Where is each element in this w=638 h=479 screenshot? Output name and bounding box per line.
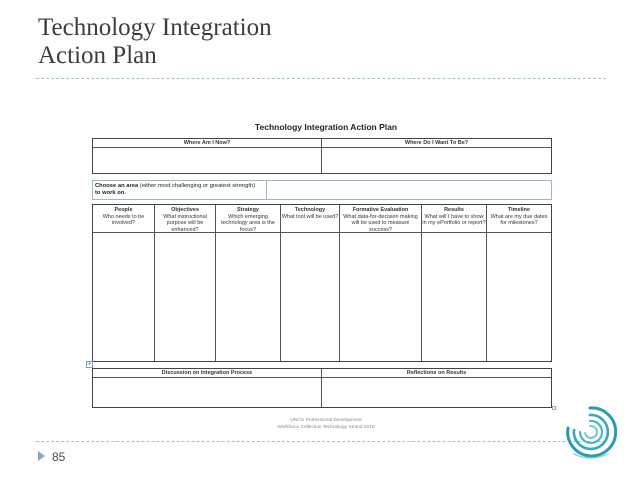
choose-area-bold: Choose an area — [95, 183, 139, 189]
reflections-header: Reflections on Results — [406, 370, 467, 376]
column-question: Who needs to be involved? — [102, 213, 145, 226]
choose-area-note: (either most challenging or greatest strength) — [138, 183, 256, 189]
discussion-header: Discussion on Integration Process — [161, 370, 253, 376]
column-header-results — [422, 207, 486, 227]
concentric-spiral-icon — [560, 398, 620, 468]
column-header-timeline — [487, 207, 551, 227]
column-question: What tool will be used? — [281, 213, 339, 220]
column-header-objectives — [155, 207, 215, 233]
where-do-i-want-header: Where Do I Want To Be? — [404, 140, 469, 146]
slide-title — [38, 14, 598, 70]
document-title: Technology Integration Action Plan — [254, 122, 398, 132]
choose-area-label — [92, 181, 265, 200]
column-title: Timeline — [507, 207, 531, 213]
action-plan-table — [92, 204, 552, 362]
action-plan-document — [86, 115, 566, 440]
column-title: People — [114, 207, 133, 213]
column-title: Technology — [294, 207, 326, 213]
column-header-strategy — [216, 207, 280, 233]
column-title: Objectives — [171, 207, 199, 213]
slide-bullet-arrow-icon — [38, 451, 45, 461]
discussion-reflection-table — [92, 368, 552, 408]
choose-area-divider — [266, 181, 267, 199]
column-header-technology — [281, 207, 339, 220]
slide-title-line-1: Technology Integration — [38, 14, 272, 41]
title-divider — [36, 78, 606, 79]
where-am-i-now-header: Where Am I Now? — [183, 140, 231, 146]
page-number: 85 — [52, 450, 66, 464]
current-future-table — [92, 138, 552, 174]
column-title: Results — [444, 207, 464, 213]
column-title: Strategy — [236, 207, 259, 213]
table-resize-handle[interactable] — [552, 406, 556, 410]
column-title: Formative Evaluation — [352, 207, 409, 213]
table-row-divider — [93, 377, 551, 378]
col-divider — [280, 205, 281, 361]
col-divider — [486, 205, 487, 361]
document-footer-line-2: Workforce Collection Technology Strand 2010 — [277, 425, 375, 430]
table-row-divider — [93, 147, 551, 148]
col-divider — [421, 205, 422, 361]
column-question: What instructional purpose will be enhanced? — [163, 213, 207, 233]
document-footer-line-1: UNCG Professional Development — [290, 418, 362, 423]
slide-title-line-2: Action Plan — [38, 42, 157, 69]
column-header-formative-evaluation — [340, 207, 421, 233]
table-move-handle-icon[interactable]: + — [87, 362, 92, 368]
column-question: What data-for-decision making will be used to measure success? — [343, 213, 418, 233]
footer-divider — [36, 441, 606, 442]
column-header-people — [93, 207, 154, 227]
choose-area-bold-2: to work on. — [95, 190, 126, 196]
column-question: What will I have to show in my ePortfolio or report? — [422, 213, 486, 226]
column-question: Which emerging technology area is the focus? — [221, 213, 275, 233]
column-question: What are my due dates for milestones? — [490, 213, 548, 226]
